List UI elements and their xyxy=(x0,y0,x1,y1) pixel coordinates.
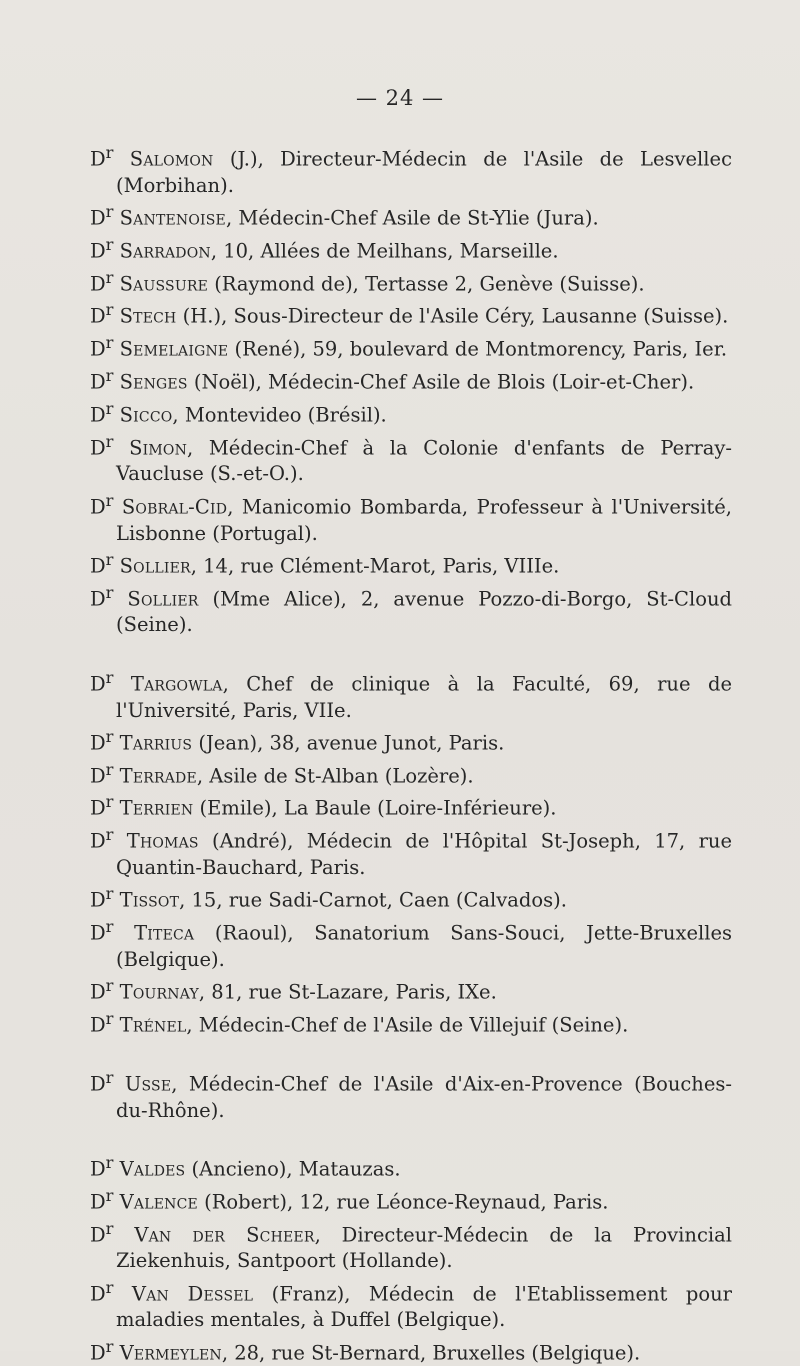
entry-name: Trénel xyxy=(119,1013,187,1037)
entry-title: D xyxy=(90,1341,106,1365)
entry-details: (Raoul), Sanatorium Sans-Souci, Jette-Bruxelles (Belgique). xyxy=(116,921,732,971)
entry-title: D xyxy=(90,980,106,1004)
directory-entry xyxy=(90,140,732,199)
entry-details: , 10, Allées de Meilhans, Marseille. xyxy=(210,239,559,263)
entry-details: , Médecin-Chef de l'Asile de Villejuif (Seine). xyxy=(186,1013,629,1037)
entry-details: , Directeur-Médecin de la Provincial Ziekenhuis, Santpoort (Hollande). xyxy=(116,1223,732,1273)
directory-entry xyxy=(90,1275,732,1334)
entry-title: D xyxy=(90,337,106,361)
entry-name: Valdes xyxy=(119,1157,186,1181)
entry-details: , 28, rue St-Bernard, Bruxelles (Belgique). xyxy=(221,1341,641,1365)
entry-title-superscript: r xyxy=(105,490,114,510)
entry-title-superscript: r xyxy=(105,726,114,746)
entry-title: D xyxy=(90,764,106,788)
entry-details: (J.), Directeur-Médecin de l'Asile de Lesvellec (Morbihan). xyxy=(116,147,732,197)
entry-name: Van Dessel xyxy=(131,1282,254,1306)
directory-entry xyxy=(90,232,732,265)
entry-title-superscript: r xyxy=(105,398,114,418)
directory-entry xyxy=(90,199,732,232)
directory-entry xyxy=(90,580,732,639)
directory-entry xyxy=(90,1065,732,1124)
entry-name: Van der Scheer xyxy=(134,1223,315,1246)
entry-name: Vermeylen xyxy=(119,1341,222,1365)
entry-name: Tissot xyxy=(119,888,180,912)
entry-title-superscript: r xyxy=(105,143,114,162)
entry-title: D xyxy=(90,921,106,945)
directory-entry xyxy=(90,297,732,330)
entry-title-superscript: r xyxy=(105,1336,114,1356)
directory-entry xyxy=(90,724,732,757)
entry-name: Salomon xyxy=(129,147,214,171)
entry-title: D xyxy=(90,1190,106,1214)
entry-details: (Jean), 38, avenue Junot, Paris. xyxy=(192,731,505,755)
entry-title-superscript: r xyxy=(105,1067,114,1087)
page-number: — 24 — xyxy=(355,86,445,110)
entry-title: D xyxy=(90,888,106,912)
entry-details: , Chef de clinique à la Faculté, 69, rue de l'Université, Paris, VIIe. xyxy=(116,672,732,722)
entry-details: , 81, rue St-Lazare, Paris, IXe. xyxy=(198,980,497,1004)
entry-title: D xyxy=(90,436,106,460)
entry-name: Valence xyxy=(119,1190,198,1214)
entry-title: D xyxy=(90,1157,106,1181)
entry-details: (André), Médecin de l'Hôpital St-Joseph, 17, rue Quantin-Bauchard, Paris. xyxy=(116,829,732,880)
entry-details: (H.), Sous-Directeur de l'Asile Céry, Lausanne (Suisse). xyxy=(176,304,729,328)
entry-name: Simon xyxy=(129,436,188,460)
entry-title-superscript: r xyxy=(105,792,114,812)
entry-details: (Raymond de), Tertasse 2, Genève (Suisse). xyxy=(208,272,645,296)
entry-title: D xyxy=(90,239,106,263)
entry-name: Titeca xyxy=(134,921,195,945)
entry-name: Semelaigne xyxy=(119,337,229,361)
directory-entry xyxy=(90,1216,732,1275)
entry-details: , 15, rue Sadi-Carnot, Caen (Calvados). xyxy=(179,888,567,912)
directory-entry xyxy=(90,789,732,822)
entry-details: , Médecin-Chef Asile de St-Ylie (Jura). xyxy=(225,206,599,230)
entry-title: D xyxy=(90,206,106,230)
entry-title-superscript: r xyxy=(105,300,114,320)
directory-entry xyxy=(90,665,732,724)
entry-name: Sicco xyxy=(119,403,173,427)
entry-title: D xyxy=(90,370,106,394)
entry-title-superscript: r xyxy=(105,667,114,687)
entry-details: (Mme Alice), 2, avenue Pozzo-di-Borgo, St-Cloud (Seine). xyxy=(116,587,732,637)
entry-name: Santenoise xyxy=(119,206,226,230)
entry-title-superscript: r xyxy=(105,759,114,779)
entry-title: D xyxy=(90,1072,106,1096)
entry-details: (René), 59, boulevard de Montmorency, Paris, Ier. xyxy=(228,337,728,361)
entry-title: D xyxy=(90,304,106,328)
entry-title-superscript: r xyxy=(105,825,114,845)
entry-details: (Ancieno), Matauzas. xyxy=(185,1157,401,1181)
entry-name: Saussure xyxy=(119,272,208,296)
entry-name: Sollier xyxy=(127,587,199,611)
entry-title-superscript: r xyxy=(105,976,114,996)
entry-name: Usse xyxy=(124,1072,172,1096)
directory-entries xyxy=(90,140,732,1366)
entry-title-superscript: r xyxy=(105,884,114,904)
directory-entry xyxy=(90,822,732,881)
entry-title-superscript: r xyxy=(105,1152,114,1172)
directory-entry xyxy=(90,396,732,429)
directory-entry xyxy=(90,488,732,547)
entry-details: (Franz), Médecin de l'Etablissement pour maladies mentales, à Duffel (Belgique). xyxy=(116,1282,732,1332)
entry-title: D xyxy=(90,1223,106,1246)
entry-title-superscript: r xyxy=(105,549,114,569)
directory-entry xyxy=(90,330,732,363)
entry-name: Terrade xyxy=(119,764,197,788)
entry-details: , Médecin-Chef à la Colonie d'enfants de Perray-Vaucluse (S.-et-O.). xyxy=(116,436,732,486)
entry-title-superscript: r xyxy=(105,1218,114,1238)
directory-entry xyxy=(90,757,732,790)
entry-title: D xyxy=(90,672,106,696)
entry-name: Stech xyxy=(119,304,177,328)
entry-title: D xyxy=(90,587,106,611)
entry-name: Thomas xyxy=(126,829,199,853)
entry-name: Tournay xyxy=(119,980,199,1004)
entry-details: , 14, rue Clément-Marot, Paris, VIIIe. xyxy=(190,554,560,578)
entry-details: (Robert), 12, rue Léonce-Reynaud, Paris. xyxy=(197,1190,609,1214)
directory-entry xyxy=(90,1150,732,1183)
directory-entry xyxy=(90,1334,732,1366)
directory-entry xyxy=(90,973,732,1006)
entry-name: Sarradon xyxy=(119,239,211,263)
directory-entry xyxy=(90,1183,732,1216)
entry-title-superscript: r xyxy=(105,366,114,386)
entry-name: Terrien xyxy=(119,796,194,820)
directory-entry xyxy=(90,1006,732,1039)
entry-title: D xyxy=(90,829,106,853)
entry-title: D xyxy=(90,1282,106,1306)
entry-details: , Asile de St-Alban (Lozère). xyxy=(196,764,474,788)
entry-title-superscript: r xyxy=(105,202,114,222)
entry-details: , Manicomio Bombarda, Professeur à l'Université, Lisbonne (Portugal). xyxy=(116,495,732,545)
entry-title: D xyxy=(90,554,106,578)
entry-title-superscript: r xyxy=(105,267,114,287)
entry-title: D xyxy=(90,272,106,296)
entry-details: , Médecin-Chef de l'Asile d'Aix-en-Provence (Bouches-du-Rhône). xyxy=(116,1072,732,1122)
entry-title-superscript: r xyxy=(105,431,114,451)
entry-name: Tarrius xyxy=(119,731,193,755)
entry-name: Sobral-Cid xyxy=(121,495,228,519)
entry-title-superscript: r xyxy=(105,1009,114,1029)
directory-entry xyxy=(90,914,732,973)
entry-title: D xyxy=(90,731,106,755)
entry-title: D xyxy=(90,403,106,427)
entry-title: D xyxy=(90,495,106,519)
entry-title-superscript: r xyxy=(105,333,114,353)
directory-entry xyxy=(90,363,732,396)
entry-name: Sollier xyxy=(119,554,191,578)
entry-name: Senges xyxy=(119,370,188,394)
directory-entry xyxy=(90,881,732,914)
entry-details: (Noël), Médecin-Chef Asile de Blois (Loir-et-Cher). xyxy=(187,370,695,394)
entry-title: D xyxy=(90,147,106,171)
entry-name: Targowla xyxy=(130,672,223,696)
entry-title-superscript: r xyxy=(105,582,114,602)
entry-title: D xyxy=(90,796,106,820)
entry-details: , Montevideo (Brésil). xyxy=(172,403,387,427)
entry-title-superscript: r xyxy=(105,917,114,937)
directory-entry xyxy=(90,265,732,298)
directory-entry xyxy=(90,429,732,488)
entry-title-superscript: r xyxy=(105,234,114,254)
entry-details: (Emile), La Baule (Loire-Inférieure). xyxy=(193,796,557,820)
entry-title-superscript: r xyxy=(105,1277,114,1297)
entry-title: D xyxy=(90,1013,106,1037)
entry-title-superscript: r xyxy=(105,1185,114,1205)
directory-entry xyxy=(90,547,732,580)
